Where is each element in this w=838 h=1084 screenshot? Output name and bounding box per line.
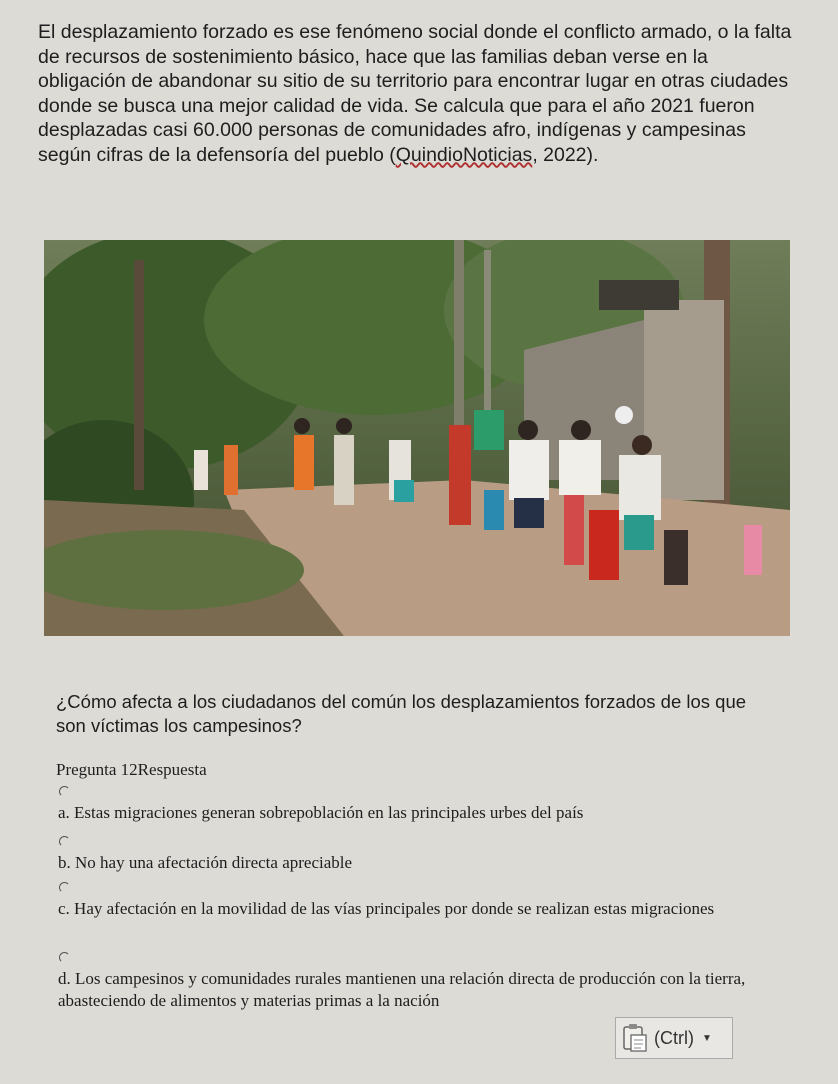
intro-paragraph [38, 20, 798, 167]
option-a-label[interactable]: a. Estas migraciones generan sobrepoblación en las principales urbes del país [58, 803, 584, 822]
question-text: ¿Cómo afecta a los ciudadanos del común los desplazamientos forzados de los que son víctimas los campesinos? [56, 691, 747, 736]
option-d-radio[interactable] [59, 952, 70, 963]
intro-text-end: , 2022). [532, 143, 599, 166]
paste-options-label: (Ctrl) [654, 1027, 694, 1048]
intro-text: El desplazamiento forzado es ese fenómeno social donde el conflicto armado, o la falta de recursos de sostenimiento básico, hace que las familias deban verse en la obligación de abandonar su sitio de su territorio para encontrar lugar en otras ciudades donde se busca una mejor calidad de vida. Se calcula que para el año 2021 fueron desplazadas casi 60.000 personas de comunidades afro, indígenas y campesinas según cifras de la defensoría del pueblo ( [38, 21, 792, 166]
option-c-radio[interactable] [59, 882, 70, 893]
option-b-label[interactable]: b. No hay una afectación directa apreciable [58, 853, 353, 872]
clipboard-icon [622, 1023, 648, 1053]
option-c-label[interactable]: c. Hay afectación en la movilidad de las vías principales por donde se realizan estas migraciones [58, 899, 715, 918]
question-label: Pregunta 12Respuesta [56, 760, 207, 779]
option-d-label[interactable]: d. Los campesinos y comunidades rurales mantienen una relación directa de producción con la tierra, abasteciendo de alimentos y materias primas a la nación [58, 969, 746, 1010]
citation-link[interactable]: QuindioNoticias [395, 143, 533, 166]
chevron-down-icon: ▼ [701, 1032, 712, 1044]
displaced-people-photo [44, 240, 790, 636]
option-a-radio[interactable] [59, 786, 70, 797]
paste-options-button[interactable] [615, 1017, 733, 1059]
option-b-radio[interactable] [59, 836, 70, 847]
